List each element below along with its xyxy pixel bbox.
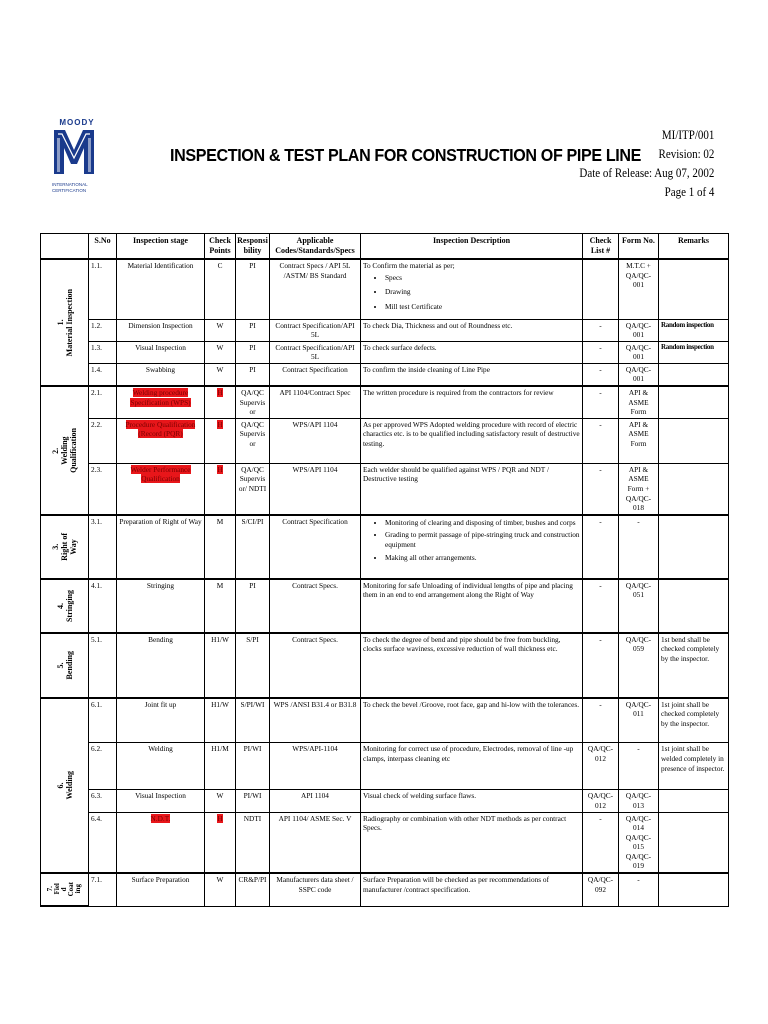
cell-sno: 6.4. [89,812,117,873]
moody-m-logo-icon [52,128,96,176]
cell-form-no: API & ASME Form [619,386,659,418]
bullet-item: • Monitoring of clearing and disposing of timber, bushes and corps [385,518,580,528]
cell-sno: 2.3. [89,463,117,514]
table-row [41,790,729,812]
cell-remarks: Random inspection [659,319,729,341]
stage-label-field-coating: 7. Fiel d Coat ing [41,873,89,906]
cell-responsibility: QA/QC Supervisor/ NDTI [236,463,270,514]
bullet-item: • Mill test Certificate [385,302,580,312]
cell-description: Surface Preparation will be checked as per recommendations of manufacturer /contract specification. [361,873,583,906]
cell-remarks [659,363,729,386]
cell-check-list: - [583,386,619,418]
cell-check-list [583,259,619,319]
cell-remarks: Random inspection [659,341,729,363]
cell-responsibility: CR&P/PI [236,873,270,906]
cell-check-list: - [583,515,619,579]
table-row [41,341,729,363]
stage-label-stringing: 4. Stringing [41,579,89,633]
cell-sno: 6.2. [89,743,117,790]
cell-check-point: H1/M [205,743,236,790]
table-row [41,873,729,906]
cell-form-no: QA/QC-013 [619,790,659,812]
cell-sno: 1.1. [89,259,117,319]
cell-sno: 2.2. [89,418,117,463]
cell-sno: 2.1. [89,386,117,418]
cell-stage: Visual Inspection [117,790,205,812]
cell-sno: 7.1. [89,873,117,906]
stage-label-welding-qualification: 2. Welding Qualification [41,386,89,515]
cell-form-no: - [619,743,659,790]
cell-responsibility: PI [236,579,270,633]
cell-responsibility: S/PI/WI [236,698,270,743]
company-logo [52,118,102,198]
cell-remarks [659,515,729,579]
table-row [41,515,729,579]
highlighted-check-point: H [217,388,223,398]
revision: Revision: 02 [658,147,714,161]
cell-check-point: C [205,259,236,319]
cell-remarks [659,418,729,463]
cell-sno: 1.3. [89,341,117,363]
cell-check-point: M [205,515,236,579]
cell-stage [117,463,205,514]
cell-form-no: API & ASME Form + QA/QC-018 [619,463,659,514]
cell-stage: Welding [117,743,205,790]
cell-remarks: 1st joint shall be checked completely by the inspector. [659,698,729,743]
cell-sno: 6.1. [89,698,117,743]
logo-subtitle-1: INTERNATIONAL [52,182,88,187]
highlighted-stage: Welder Performance Qualification [130,464,191,484]
cell-description: To check surface defects. [361,341,583,363]
cell-sno: 1.4. [89,363,117,386]
table-row [41,386,729,418]
cell-description: Monitoring for correct use of procedure, Electrodes, removal of line -up clamps, interpass cleaning etc [361,743,583,790]
cell-remarks [659,579,729,633]
table-header-row [41,234,729,260]
header-check-points: Check Points [205,234,236,260]
cell-form-no: - [619,515,659,579]
description-bullets [363,518,580,562]
table-row [41,363,729,386]
bullet-item: • Grading to permit passage of pipe-stringing truck and construction equipment [385,530,580,549]
table-row [41,743,729,790]
cell-stage: Surface Preparation [117,873,205,906]
header-sno: S.No [89,234,117,260]
cell-check-point [205,812,236,873]
cell-codes: WPS/API 1104 [270,418,361,463]
cell-codes: Contract Specification/API 5L [270,319,361,341]
cell-check-point: W [205,363,236,386]
cell-remarks: 1st bend shall be checked completely by the inspector. [659,633,729,698]
cell-form-no: QA/QC-051 [619,579,659,633]
table-row [41,698,729,743]
document-meta [579,126,714,202]
header-responsibility: Responsi bility [236,234,270,260]
cell-codes: API 1104/Contract Spec [270,386,361,418]
cell-stage: Material Identification [117,259,205,319]
highlighted-check-point: H [217,464,223,474]
header-form-no: Form No. [619,234,659,260]
cell-codes: Contract Specification/API 5L [270,341,361,363]
highlighted-stage: Welding procedure Specification (WPS) [130,388,191,407]
cell-responsibility: PI [236,363,270,386]
highlighted-check-point: H [217,813,223,823]
cell-check-list: - [583,463,619,514]
cell-responsibility: QA/QC Supervisor [236,386,270,418]
cell-remarks [659,812,729,873]
cell-form-no: API & ASME Form [619,418,659,463]
cell-stage: Bending [117,633,205,698]
cell-stage: Stringing [117,579,205,633]
cell-check-point: H1/W [205,698,236,743]
cell-check-list: QA/QC-012 [583,743,619,790]
cell-responsibility: PI [236,341,270,363]
description-text: To Confirm the material as per; [363,261,455,270]
cell-check-list: - [583,812,619,873]
cell-stage: Dimension Inspection [117,319,205,341]
logo-brand: MOODY [59,118,95,127]
table-row [41,463,729,514]
cell-check-list: - [583,363,619,386]
cell-responsibility: QA/QC Supervisor [236,418,270,463]
inspection-plan-table [40,233,729,907]
cell-check-point [205,463,236,514]
highlighted-check-point: H [217,419,223,429]
cell-check-list: QA/QC-092 [583,873,619,906]
cell-codes: Contract Specification [270,515,361,579]
cell-description [361,259,583,319]
cell-description: Visual check of welding surface flaws. [361,790,583,812]
cell-description: To check the bevel /Groove, root face, gap and hi-low with the tolerances. [361,698,583,743]
cell-form-no: QA/QC-001 [619,319,659,341]
cell-sno: 3.1. [89,515,117,579]
highlighted-stage: N.D.T. [150,813,171,823]
cell-stage: Joint fit up [117,698,205,743]
bullet-item: • Drawing [385,287,580,297]
cell-form-no: M.T.C + QA/QC-001 [619,259,659,319]
cell-check-list: - [583,698,619,743]
cell-responsibility: PI [236,259,270,319]
cell-codes: API 1104/ ASME Sec. V [270,812,361,873]
table-row [41,319,729,341]
cell-form-no: QA/QC-011 [619,698,659,743]
cell-check-list: - [583,633,619,698]
header-codes: Applicable Codes/Standards/Specs [270,234,361,260]
cell-remarks [659,790,729,812]
cell-form-no: QA/QC-014 QA/QC-015 QA/QC-019 [619,812,659,873]
cell-description: Each welder should be qualified against WPS / PQR and NDT / Destructive testing [361,463,583,514]
cell-remarks [659,386,729,418]
bullet-item: • Making all other arrangements. [385,553,580,563]
cell-form-no: - [619,873,659,906]
cell-description: To confirm the inside cleaning of Line Pipe [361,363,583,386]
cell-codes: Contract Specs. [270,633,361,698]
logo-subtitle-2: CERTIFICATION [52,188,87,194]
cell-sno: 4.1. [89,579,117,633]
cell-codes: Contract Specification [270,363,361,386]
header-remarks: Remarks [659,234,729,260]
cell-check-point: M [205,579,236,633]
page-title: INSPECTION & TEST PLAN FOR CONSTRUCTION OF PIPE LINE [170,145,642,165]
cell-codes: WPS /ANSI B31.4 or B31.8 [270,698,361,743]
cell-remarks [659,463,729,514]
cell-remarks [659,873,729,906]
cell-codes: Contract Specs. [270,579,361,633]
doc-number: MI/ITP/001 [661,128,714,142]
cell-sno: 1.2. [89,319,117,341]
cell-form-no: QA/QC-001 [619,363,659,386]
stage-label-material-inspection: 1. Material Inspection [41,259,89,386]
cell-check-list: - [583,579,619,633]
cell-check-point: W [205,341,236,363]
cell-responsibility: S/CI/PI [236,515,270,579]
cell-description: The written procedure is required from the contractors for review [361,386,583,418]
cell-check-point: W [205,873,236,906]
cell-responsibility: PI/WI [236,790,270,812]
cell-check-point [205,386,236,418]
cell-description [361,515,583,579]
cell-codes: Contract Specs / API 5L /ASTM/ BS Standard [270,259,361,319]
cell-stage: Preparation of Right of Way [117,515,205,579]
cell-codes: WPS/API 1104 [270,463,361,514]
cell-check-list: - [583,341,619,363]
cell-description: Monitoring for safe Unloading of individual lengths of pipe and placing them in an end to end arrangement along the Right of Way [361,579,583,633]
cell-check-point: W [205,319,236,341]
cell-responsibility: PI/WI [236,743,270,790]
cell-check-list: - [583,319,619,341]
highlighted-stage: Procedure Qualification (Record (PQR) [125,419,196,439]
cell-description: Radiography or combination with other NDT methods as per contract Specs. [361,812,583,873]
cell-check-list: - [583,418,619,463]
table-row [41,579,729,633]
cell-check-point: H1/W [205,633,236,698]
release-date: Date of Release: Aug 07, 2002 [578,166,714,180]
cell-description: To check the degree of bend and pipe should be free from buckling, clocks surface waviness, excessive reduction of wall thickness etc. [361,633,583,698]
description-bullets [363,273,580,312]
table-row [41,259,729,319]
cell-responsibility: S/PI [236,633,270,698]
cell-form-no: QA/QC-001 [619,341,659,363]
header-stage-group [41,234,89,260]
cell-stage: Visual Inspection [117,341,205,363]
cell-check-point: W [205,790,236,812]
page-number: Page 1 of 4 [664,185,714,199]
cell-responsibility: NDTI [236,812,270,873]
stage-label-right-of-way: 3. Right of Way [41,515,89,579]
stage-label-welding: 6. Welding [41,698,89,873]
header-check-list: Check List # [583,234,619,260]
cell-sno: 6.3. [89,790,117,812]
cell-codes: Manufacturers data sheet / SSPC code [270,873,361,906]
cell-form-no: QA/QC-059 [619,633,659,698]
cell-codes: API 1104 [270,790,361,812]
table-row [41,633,729,698]
cell-remarks [659,259,729,319]
cell-check-list: QA/QC-012 [583,790,619,812]
header-inspection-stage: Inspection stage [117,234,205,260]
cell-description: To check Dia, Thickness and out of Roundness etc. [361,319,583,341]
cell-check-point [205,418,236,463]
cell-description: As per approved WPS Adopted welding procedure with record of electric charactics etc. is to be qualified including satisfactory result of destructive testing. [361,418,583,463]
stage-label-bending: 5. Bending [41,633,89,698]
bullet-item: • Specs [385,273,580,283]
table-row [41,812,729,873]
cell-responsibility: PI [236,319,270,341]
cell-stage [117,418,205,463]
cell-codes: WPS/API-1104 [270,743,361,790]
header-description: Inspection Description [361,234,583,260]
cell-sno: 5.1. [89,633,117,698]
cell-stage [117,812,205,873]
table-row [41,418,729,463]
cell-remarks: 1st joint shall be welded completely in presence of inspector. [659,743,729,790]
cell-stage [117,386,205,418]
cell-stage: Swabbing [117,363,205,386]
